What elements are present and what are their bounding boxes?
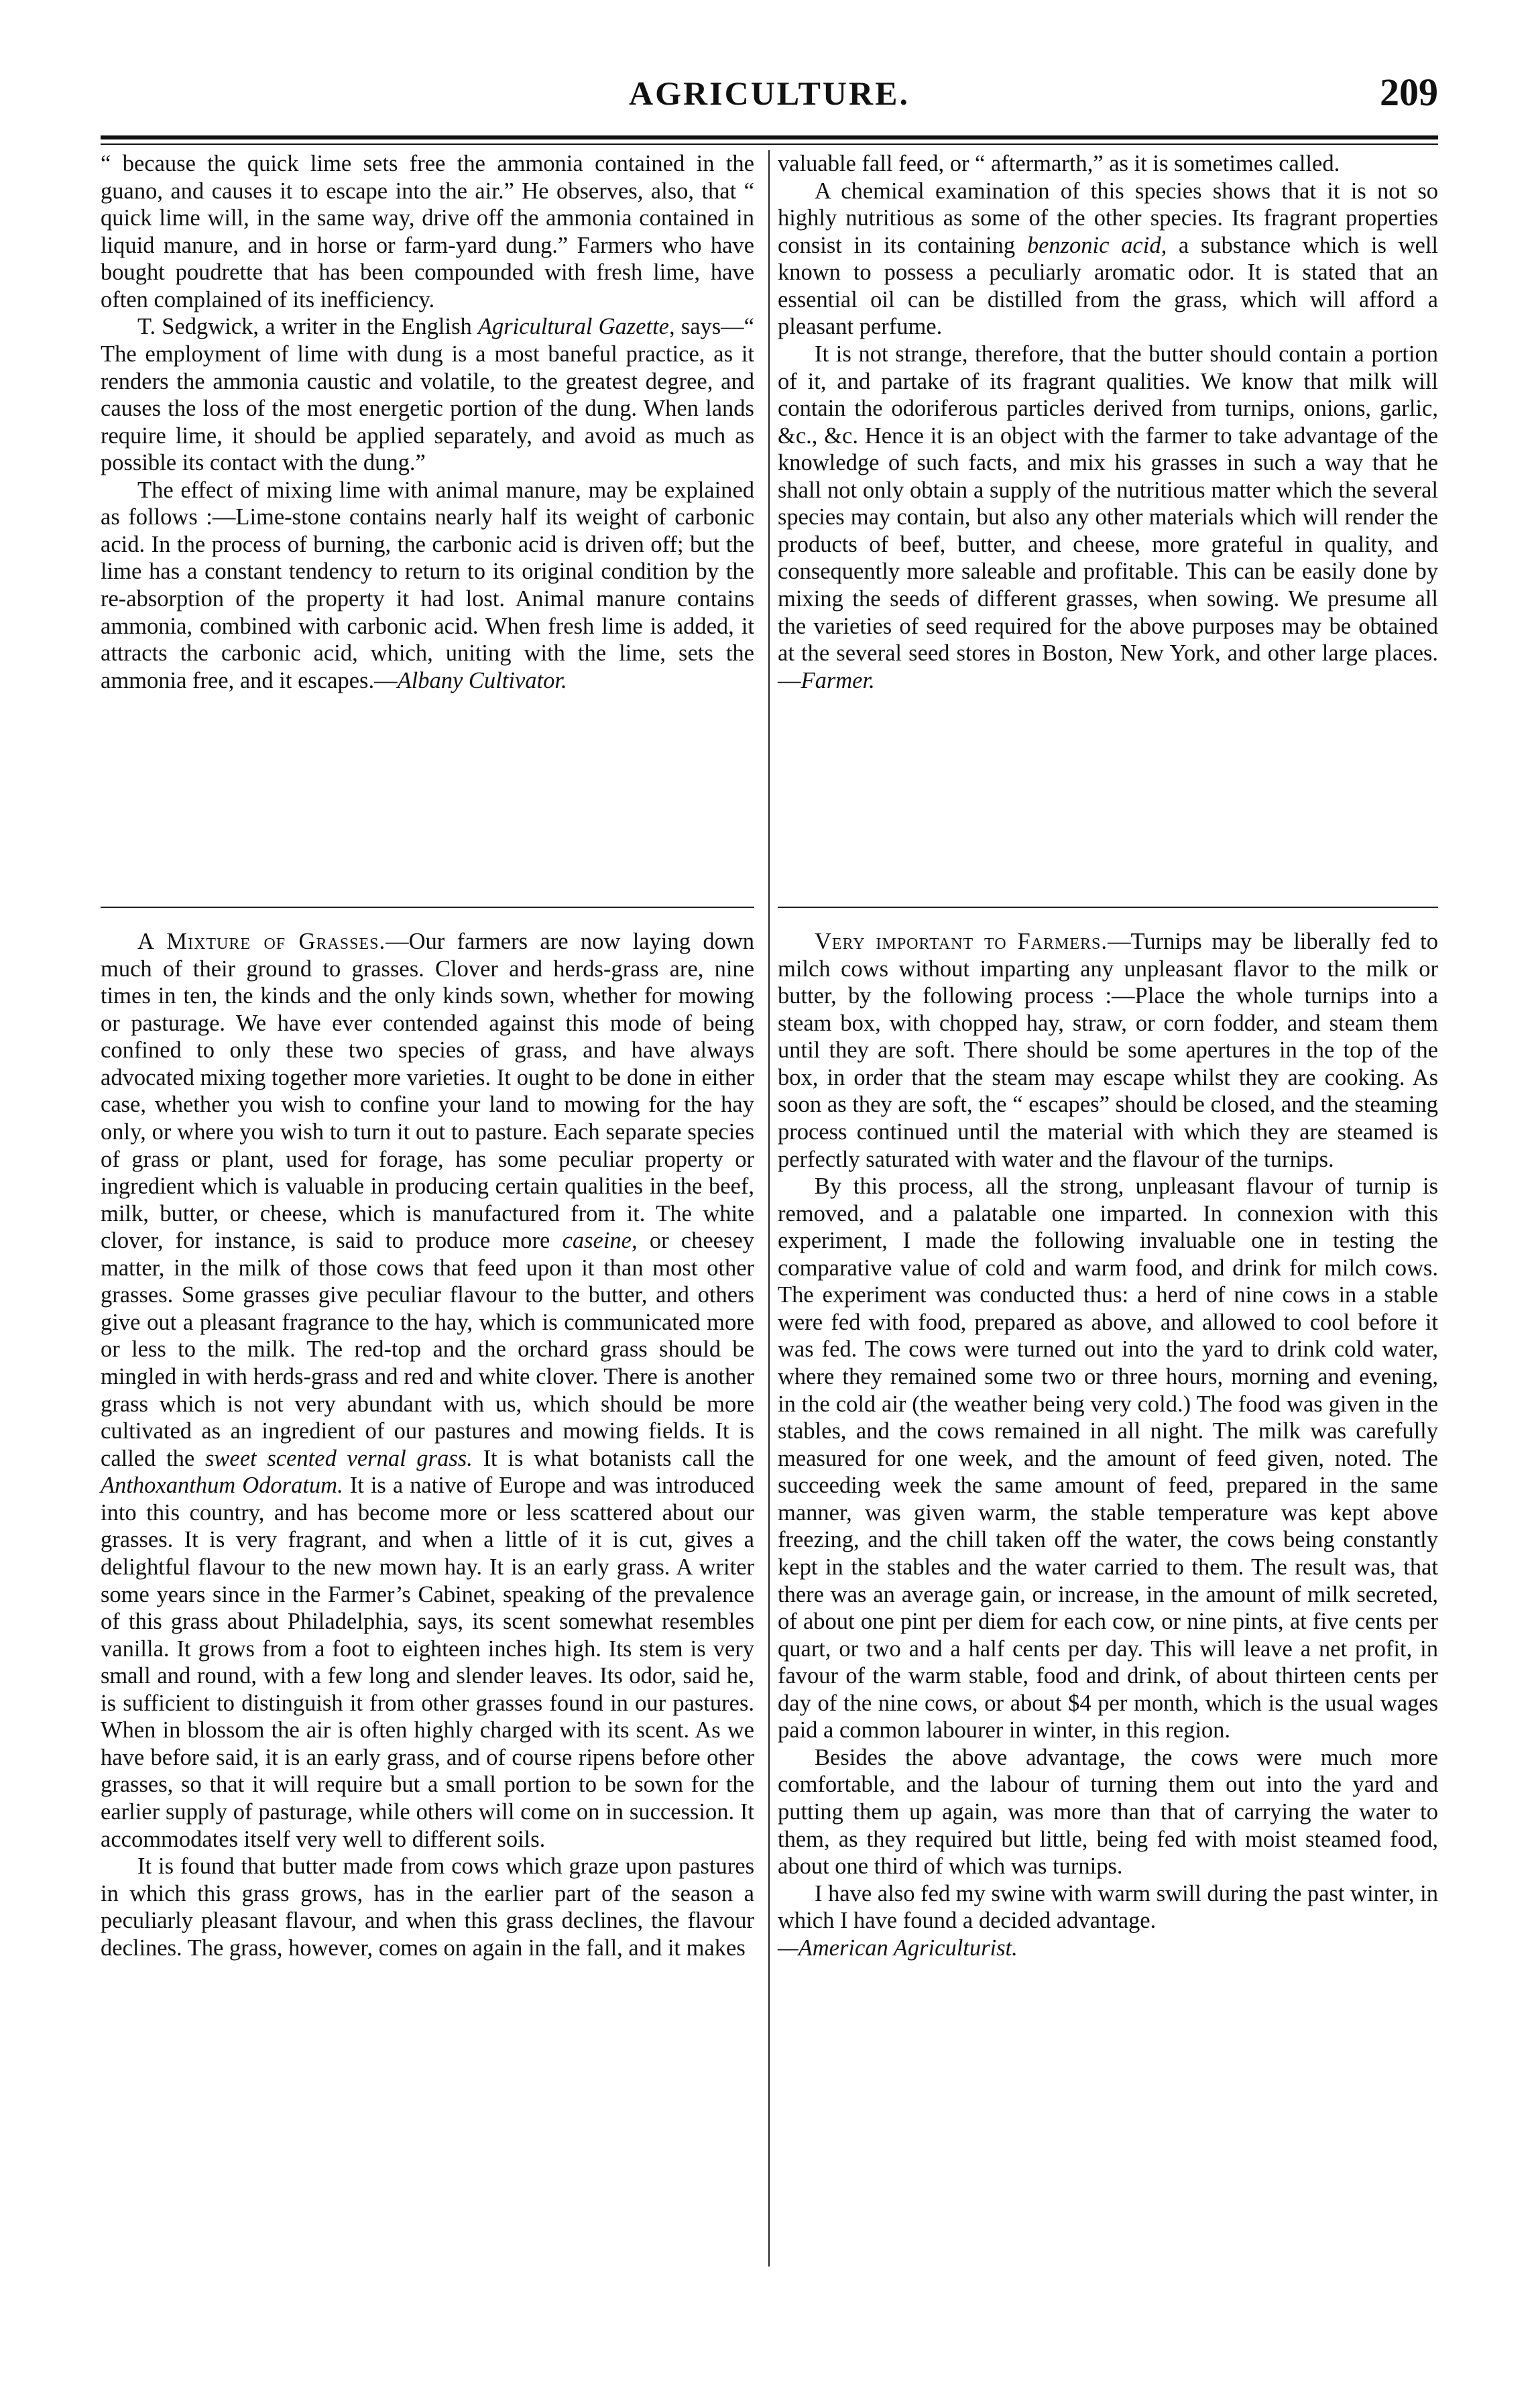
article-mixture-of-grasses: [101, 928, 754, 1961]
column-divider: [768, 150, 770, 2267]
paragraph: By this process, all the strong, unpleasant flavour of turnip is removed, and a palatable one imparted. In connexion with this experiment, I made the following invaluable one in testing the comparative value of cold and warm food, and drink for milch cows. The experiment was conducted thus: a herd of nine cows in a stable were fed with food, prepared as above, and allowed to cool before it was fed. The cows were turned out into the yard to drink cold water, where they remained some two or three hours, morning and evening, in the cold air (the weather being very cold.) The food was given in the stables, and the cows remained in all night. The milk was carefully measured for one week, and the amount of feed given, noted. The succeeding week the same amount of feed, prepared in the same manner, was given warm, the stable temperature was kept above freezing, and the chill taken off the water, the cows being constantly kept in the stables and the water carried to them. The result was, that there was an average gain, or increase, in the amount of milk secreted, of about one pint per diem for each cow, or nine pints, at five cents per quart, or two and a half cents per day. This will leave a net profit, in favour of the warm stable, food and drink, of about thirteen cents per day of the nine cows, or about $4 per month, which is the usual wages paid a common labourer in winter, in this region.: [778, 1173, 1438, 1743]
paragraph: “ because the quick lime sets free the ammonia contained in the guano, and causes it to escape into the air.” He observes, also, that “ quick lime will, in the same way, drive off the ammonia contained in liquid manure, and in horse or farm-yard dung.” Farmers who have bought poudrette that has been compounded with fresh lime, have often complained of its inefficiency.: [101, 151, 754, 312]
text: —Our farmers are now laying down much of their ground to grasses. Clover and herds-grass are, nine times in ten, the kinds and the only kinds sown, whether for mowing or pasturage. We have ever contended against this mode of being confined to only these two species of grass, and have always advocated mixing together more varieties. It ought to be done in either case, whether you wish to confine your land to mowing for the hay only, or where you wish to turn it out to pasture. Each separate species of grass or plant, used for forage, has some peculiar property or ingredient which is valuable in producing certain qualities in the beef, milk, butter, or cheese, which is manufactured from it. The white clover, for instance, is said to produce more: [101, 929, 754, 1254]
paragraph: [778, 341, 1438, 694]
text: It is a native of Europe and was introduced into this country, and has become more or less scattered about our grasses. It is very fragrant, and when a little of it is cut, gives a delightful flavour to the new mown hay. It is an early grass. A writer some years since in the Farmer’s Cabinet, speaking of the prevalence of this grass about Philadelphia, says, its scent somewhat resembles vanilla. It grows from a foot to eighteen inches high. Its stem is very small and round, with a few long and slender leaves. Its odor, said he, is sufficient to distinguish it from other grasses found in our pastures. When in blossom the air is often highly charged with its scent. As we have before said, it is an early grass, and of course ripens before other grasses, so that it will require but a small portion to be sown for the earlier supply of pasturage, while others will come on in succession. It accommodates itself very well to different soils.: [101, 1473, 754, 1852]
paragraph: [778, 178, 1438, 341]
term: benzonic acid,: [1026, 232, 1167, 258]
term: sweet scented vernal grass.: [204, 1445, 473, 1471]
text: or cheesey matter, in the milk of those cows that feed upon it than most other grasses. Some grasses give peculiar flavour to the butter, and others give out a pleasant fragrance to the hay, which is communicated more or less to the milk. The red-top and the orchard grass should be mingled in with herds-grass and red and white clover. There is another grass which is not very abundant with us, which should be more cultivated as an ingredient of our pastures and mowing fields. It is called the: [101, 1228, 754, 1471]
article-divider-right: [778, 907, 1438, 908]
paragraph: I have also fed my swine with warm swill during the past winter, in which I have found a decided advantage.: [778, 1880, 1438, 1934]
page-header: [101, 70, 1438, 127]
text: It is not strange, therefore, that the butter should contain a portion of it, and partake of its fragrant qualities. We know that milk will contain the odoriferous particles derived from turnips, onions, garlic, &c., &c. Hence it is an object with the farmer to take advantage of the knowledge of such facts, and mix his grasses in such a way that he shall not only obtain a supply of the nutritious matter which the several species may contain, but also any other materials which will render the products of beef, butter, and cheese, more grateful in quality, and consequently more saleable and profitable. This can be easily done by mixing the seeds of different grasses, when sowing. We presume all the varieties of seed required for the above purposes may be obtained at the several seed stores in Boston, New York, and other large places.—: [778, 341, 1438, 693]
paragraph: [101, 928, 754, 1853]
article-lime-dung: [101, 150, 754, 694]
article-very-important-to-farmers: [778, 928, 1438, 1961]
paragraph: valuable fall feed, or “ aftermarth,” as it is sometimes called.: [778, 151, 1340, 176]
text: —Turnips may be liberally fed to milch cows without imparting any unpleasant flavor to the milk or butter, by the following process :—Place the whole turnips into a steam box, with chopped hay, straw, or corn fodder, and steam them until they are soft. There should be some apertures in the top of the box, in order that the steam may escape whilst they are cooking. As soon as they are soft, the “ escapes” should be closed, and the steaming process continued until the material with which they are steamed is perfectly saturated with water and the flavour of the turnips.: [778, 929, 1438, 1172]
article-title: A Mixture of Grasses.: [137, 929, 386, 954]
page-number: 209: [1380, 70, 1438, 114]
source-credit: Farmer.: [801, 667, 875, 693]
text: T. Sedgwick, a writer in the English: [137, 314, 478, 340]
paragraph: [101, 313, 754, 476]
paragraph: [778, 928, 1438, 1173]
term: Anthoxanthum Odoratum.: [101, 1473, 343, 1499]
paragraph: It is found that butter made from cows which graze upon pastures in which this grass grows, has in the earlier part of the season a peculiarly pleasant flavour, and when this grass declines, the flavour declines. The grass, however, comes on again in the fall, and it makes: [101, 1853, 754, 1961]
publication-name: Agricultural Gazette,: [477, 314, 675, 340]
text: The effect of mixing lime with animal manure, may be explained as follows :—Lime-stone contains nearly half its weight of carbonic acid. In the process of burning, the carbonic acid is driven off; but the lime has a constant tendency to return to its original condition by the re-absorption of the property it had lost. Animal manure contains ammonia, combined with carbonic acid. When fresh lime is added, it attracts the carbonic acid, which, uniting with the lime, sets the ammonia free, and it escapes.—: [101, 477, 754, 693]
text: a substance which is well known to possess a peculiarly aromatic odor. It is stated that an essential oil can be distilled from the grass, which will afford a pleasant perfume.: [778, 232, 1438, 340]
header-rule-thick: [101, 135, 1438, 139]
paragraph: Besides the above advantage, the cows were much more comfortable, and the labour of turning them out into the yard and putting them up again, was more than that of carrying the water to them, as they required but little, being fed with moist steamed food, about one third of which was turnips.: [778, 1744, 1438, 1880]
article-divider-left: [101, 907, 754, 908]
term: caseine,: [562, 1228, 638, 1254]
article-title: Very important to Farmers.: [815, 929, 1108, 954]
header-rule-thin: [101, 144, 1438, 145]
running-head: AGRICULTURE.: [629, 74, 910, 112]
text: says—“ The employment of lime with dung is a most baneful practice, as it renders the ammonia caustic and volatile, to the greatest degree, and causes the loss of the most energetic portion of the dung. When lands require lime, it should be applied separately, and avoid as much as possible its contact with the dung.”: [101, 314, 754, 476]
text: A chemical examination of this species shows that it is not so highly nutritious as some of the other species. Its fragrant properties consist in its containing: [778, 178, 1438, 258]
text: It is what botanists call the: [472, 1445, 754, 1471]
paragraph: [101, 477, 754, 695]
source-credit: Albany Cultivator.: [397, 667, 567, 693]
article-sweet-grass-continued: [778, 150, 1438, 694]
source-credit: —American Agriculturist.: [778, 1935, 1018, 1961]
